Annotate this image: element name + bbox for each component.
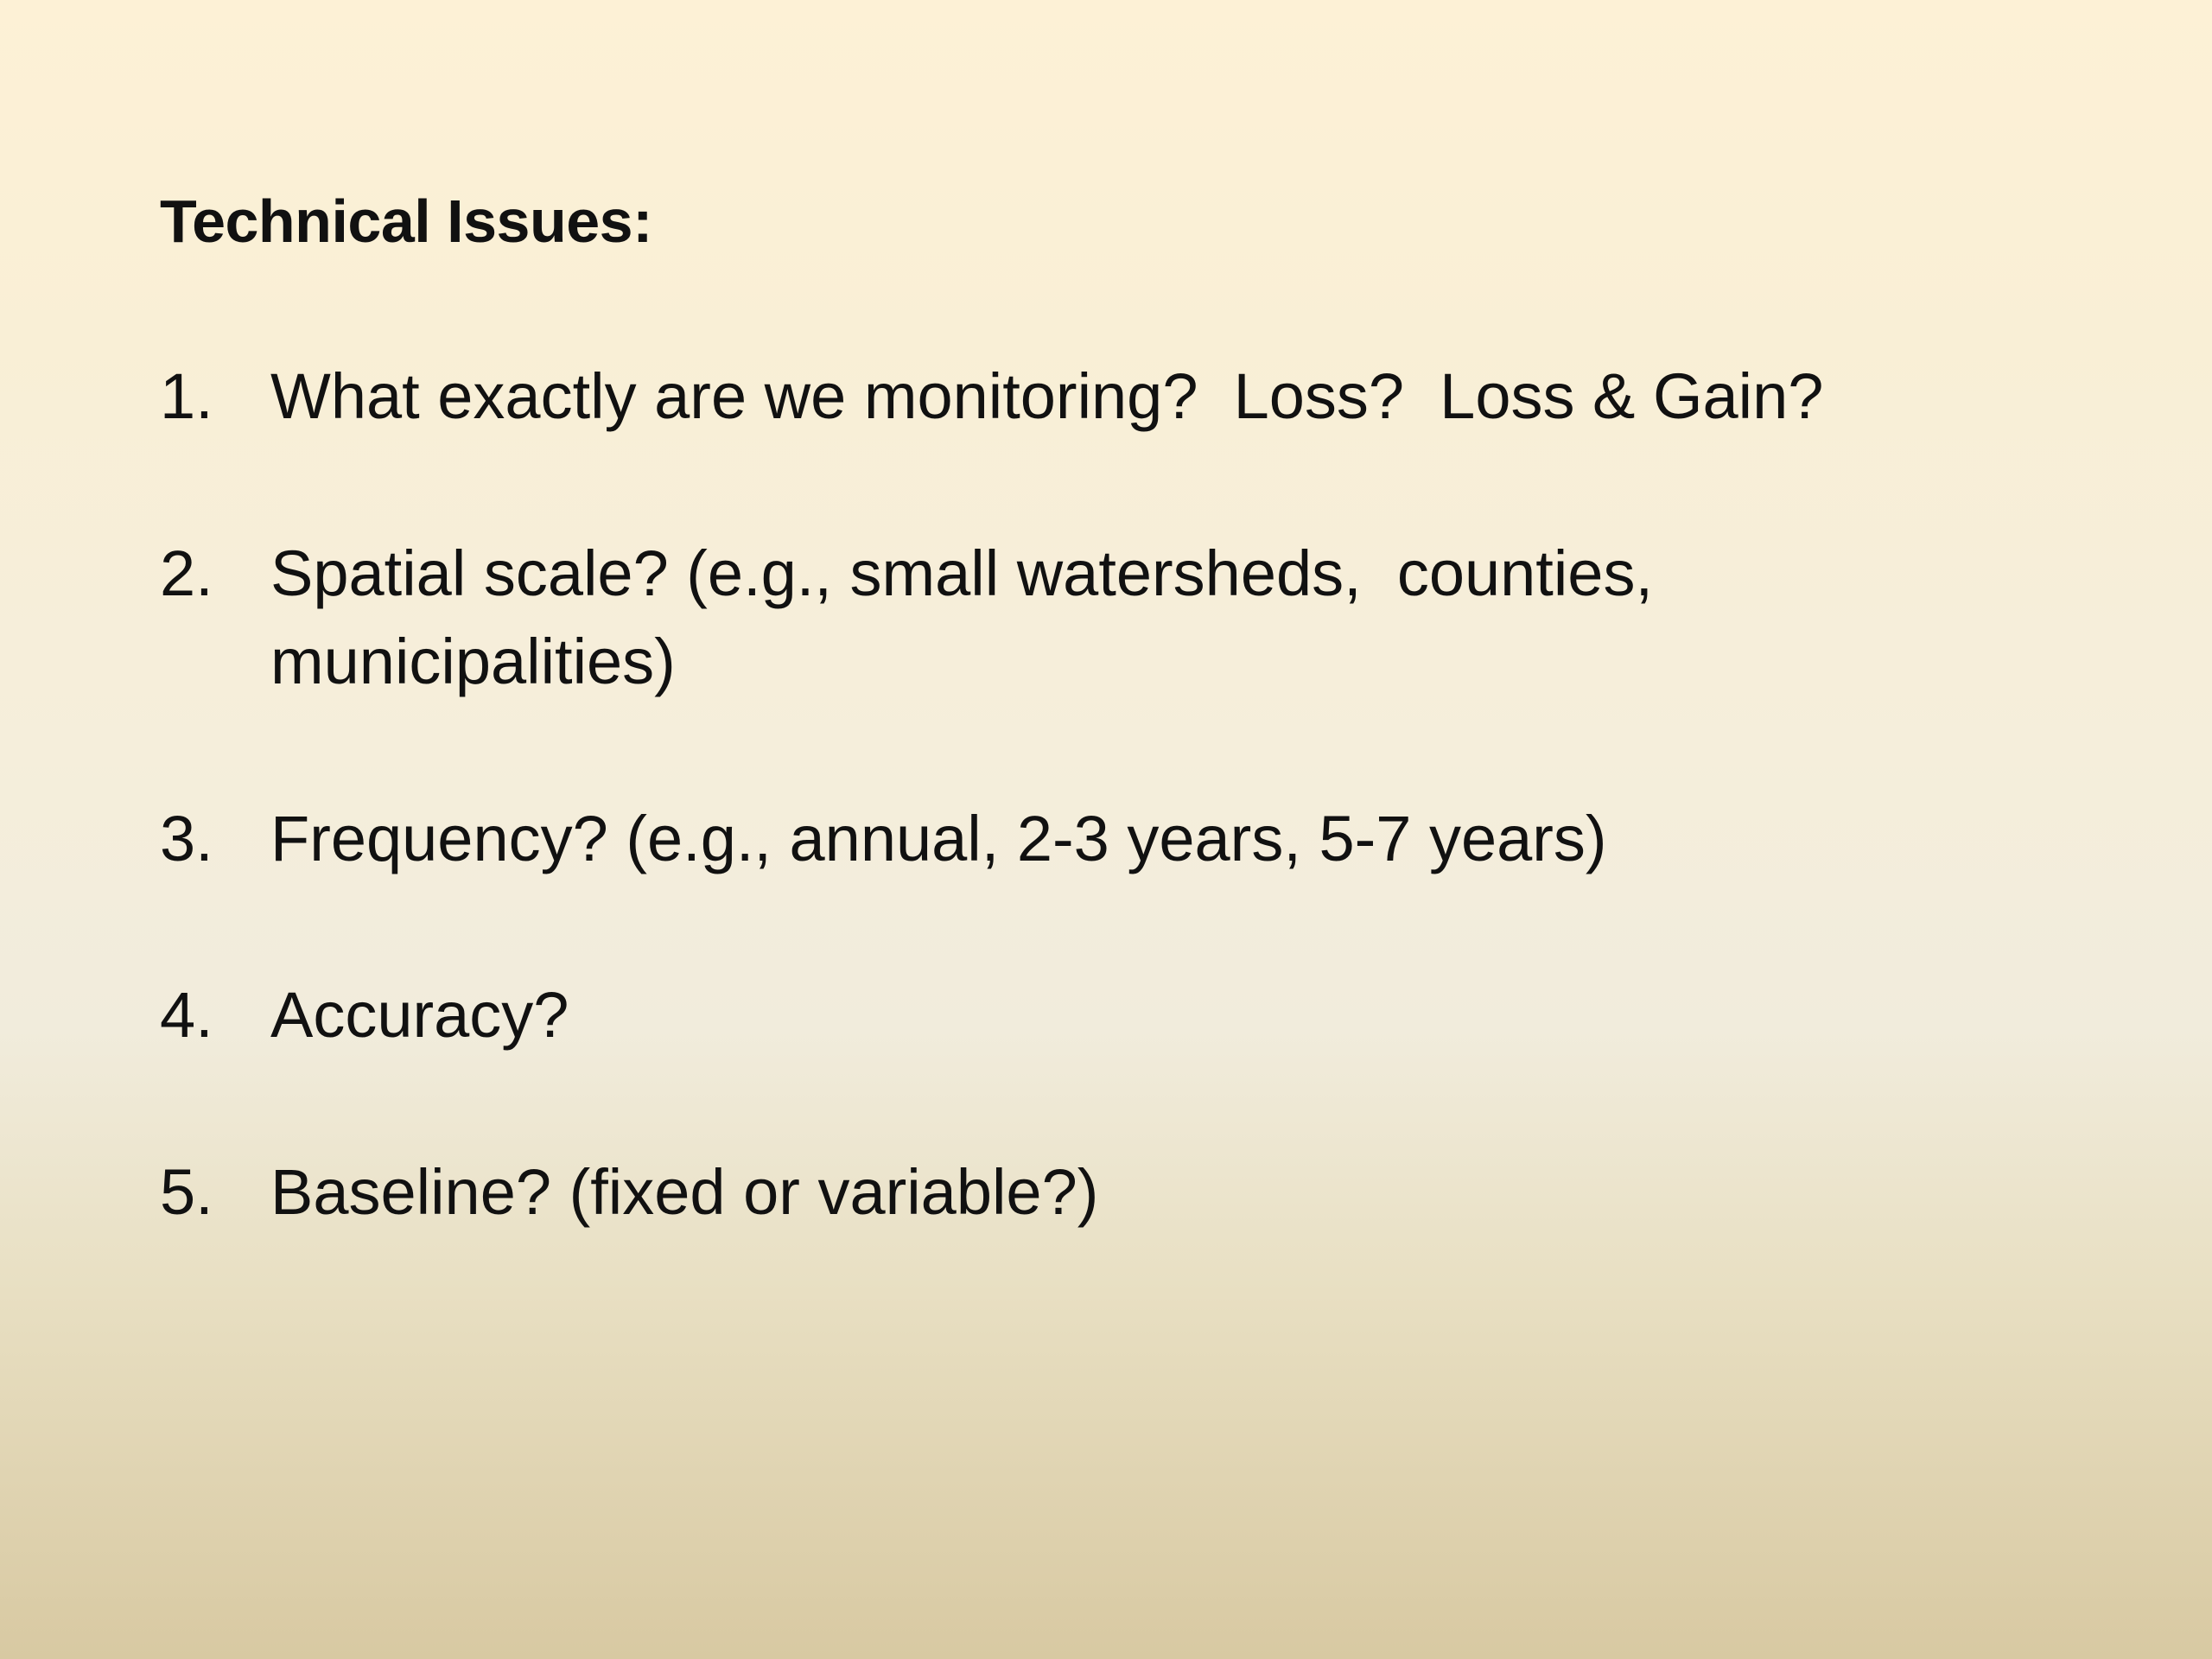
list-item-number: 1.: [160, 360, 213, 432]
list-item-text: Baseline? (fixed or variable?): [270, 1156, 1099, 1228]
list-item-text: What exactly are we monitoring? Loss? Loss & Gain?: [270, 360, 1824, 432]
list-item-number: 5.: [160, 1156, 213, 1228]
list-item: [160, 353, 2061, 441]
list-item: [160, 795, 2061, 883]
list-item-number: 2.: [160, 537, 213, 609]
list-item-text: Frequency? (e.g., annual, 2-3 years, 5-7 years): [270, 803, 1607, 874]
list-item-number: 4.: [160, 979, 213, 1051]
list-item-text: Spatial scale? (e.g., small watersheds, counties, municipalities): [270, 537, 1653, 697]
list-item-text: Accuracy?: [270, 979, 569, 1051]
list-item: [160, 1148, 2061, 1236]
list-item-number: 3.: [160, 803, 213, 874]
list-item: [160, 971, 2061, 1059]
list-item: [160, 530, 2061, 706]
slide-heading: Technical Issues:: [160, 188, 652, 255]
